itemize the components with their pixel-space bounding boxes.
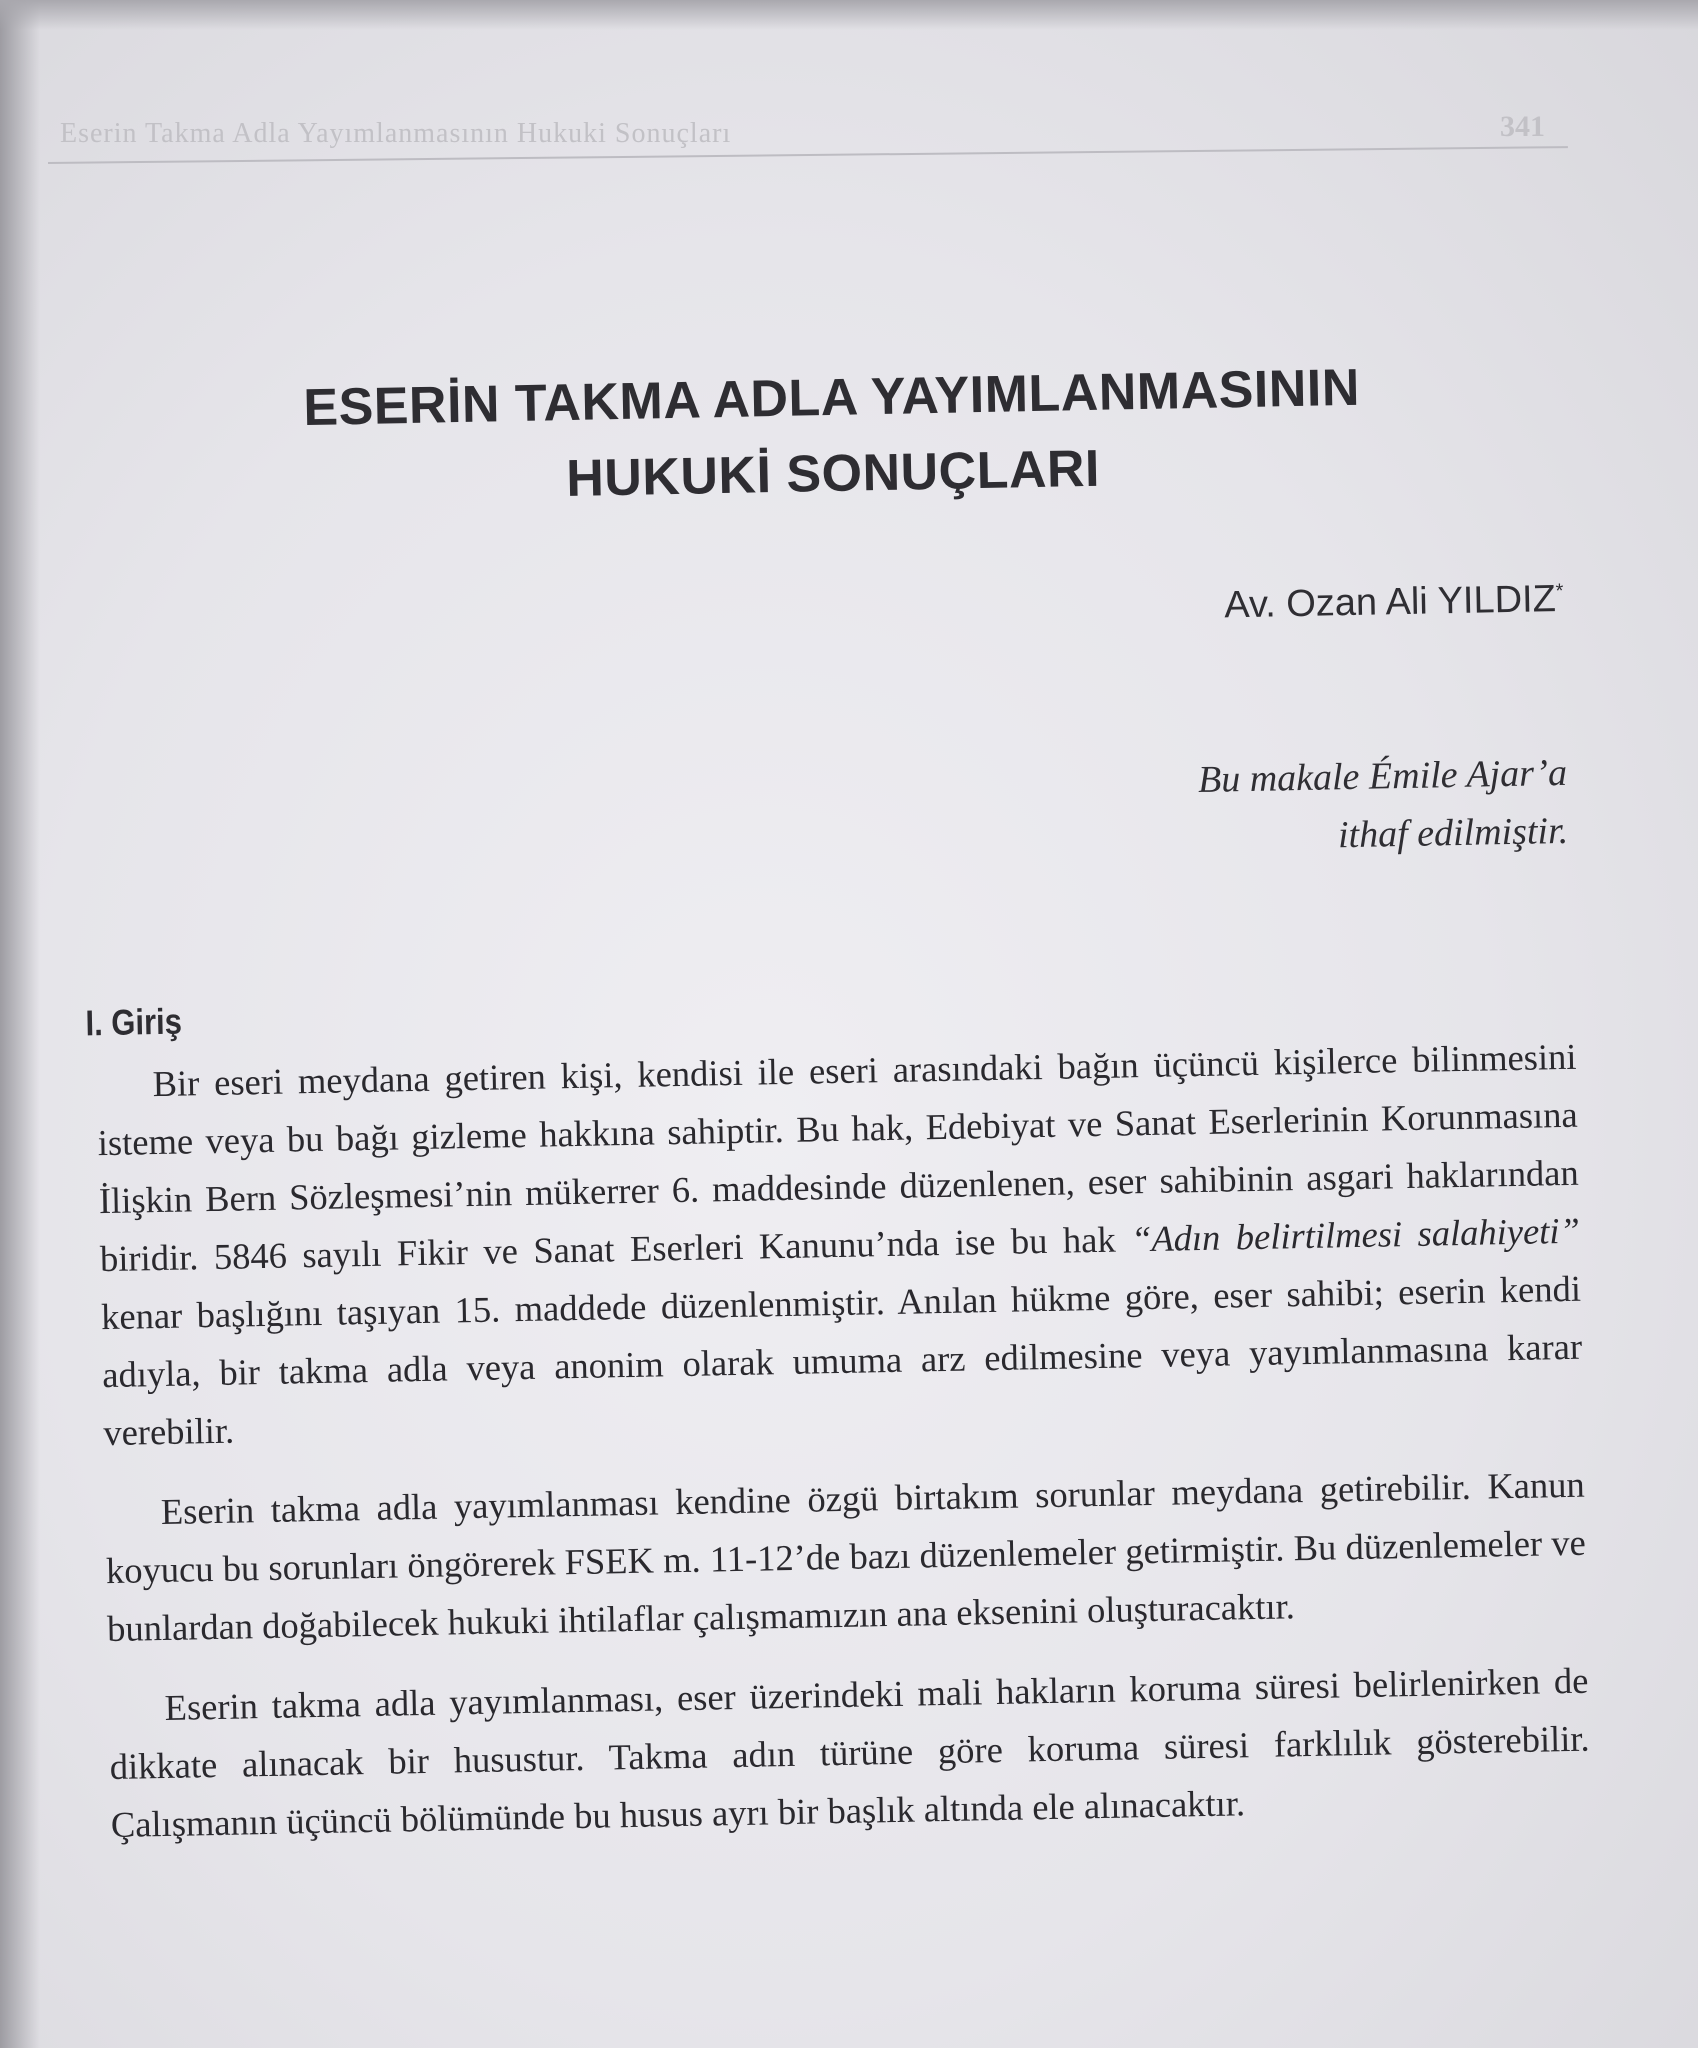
running-head: Eserin Takma Adla Yayımlanmasının Hukuki Sonuçları	[60, 118, 732, 149]
dedication	[1197, 744, 1568, 867]
page-shadow-left	[0, 0, 40, 2048]
author-footnote-mark: *	[1555, 580, 1564, 603]
paragraph-3: Eserin takma adla yayımlanması, eser üzerindeki mali hakların koruma süresi belirlenirken de dikkate alınacak bir husustur. Takma adın türüne göre koruma süresi farklılık gösterebilir. Çalışmanın üçüncü bölümünde bu husus ayrı bir başlık altında ele alınacaktır.	[109, 1659, 1590, 1846]
title-line-2: HUKUKİ SONUÇLARI	[565, 439, 1101, 509]
paragraph-1-text-a: Bir eseri meydana getiren kişi, kendisi ile eseri arasındaki bağın üçüncü kişilerce bilinmesini isteme veya bu bağı gizleme hakkına sahiptir. Bu hak, Edebiyat ve Sanat Eserlerinin Korunmasına İlişkin Bern Sözleşmesi’nin mükerrer 6. maddesinde düzenlenen, eser sahibinin asgari haklarından biridir. 5846 sayılı Fikir ve Sanat Eserleri Kanunu’nda ise bu hak	[97, 1035, 1580, 1280]
paragraph-1	[96, 1028, 1584, 1462]
paragraph-1-italic-quote: “Adın belirtilmesi salahiyeti”	[1130, 1209, 1581, 1260]
title-line-1: ESERİN TAKMA ADLA YAYIMLANMASININ	[302, 358, 1361, 438]
article-title	[103, 346, 1562, 526]
page-number: 341	[1500, 110, 1545, 143]
paragraph-1-text-b: kenar başlığını taşıyan 15. maddede düzenlenmiştir. Anılan hükme göre, eser sahibi; eserin kendi adıyla, bir takma adla veya anonim olarak umuma arz edilmesine veya yayımlanmasına karar verebilir.	[100, 1267, 1583, 1454]
paragraph-2: Eserin takma adla yayımlanması kendine özgü birtakım sorunlar meydana getirebilir. Kanun koyucu bu sorunları öngörerek FSEK m. 11-12’de bazı düzenlemeler getirmiştir. Bu düzenlemeler ve bunlardan doğabilecek hukuki ihtilaflar çalışmamızın ana eksenini oluşturacaktır.	[105, 1463, 1587, 1650]
dedication-line-2: ithaf edilmiştir.	[1337, 809, 1569, 857]
page-shadow-top	[0, 0, 1698, 30]
author-name: Av. Ozan Ali YILDIZ	[1223, 578, 1557, 627]
section-heading: I. Giriş	[85, 1000, 183, 1044]
article-body	[96, 1028, 1591, 1876]
author-byline	[1224, 578, 1564, 628]
dedication-line-1: Bu makale Émile Ajar’a	[1197, 751, 1568, 801]
